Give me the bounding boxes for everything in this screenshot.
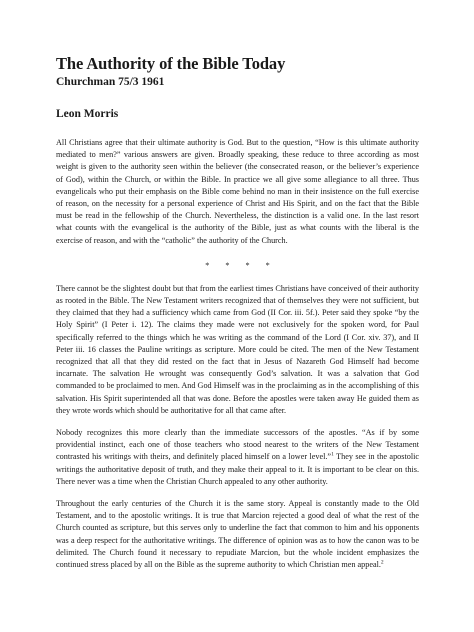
- section-separator: * * * *: [205, 260, 270, 270]
- document-author: Leon Morris: [56, 108, 119, 120]
- document-subtitle: Churchman 75/3 1961: [56, 76, 165, 88]
- footnote-ref-1[interactable]: 1: [331, 451, 334, 458]
- footnote-ref-2[interactable]: 2: [380, 559, 384, 566]
- paragraph-3-text-b: They see in the apostolic writings the authoritative deposit of truth, and they make their appeal to it. It is important to be clear on this. There never was a time when the Christian Church appealed to any other authority.: [56, 452, 419, 486]
- paragraph-3-text-a: Nobody recognizes this more clearly than the immediate successors of the apostles. “As if by some providential instinct, each one of those teachers who stood nearest to the writers of the New Testament contrasted his writings with theirs, and definitely placed himself on a lower level.”: [56, 428, 419, 462]
- document-title: The Authority of the Bible Today: [56, 54, 286, 73]
- paragraph-4: [56, 498, 419, 571]
- paragraph-4-text-a: Throughout the early centuries of the Church it is the same story. Appeal is constantly made to the Old Testament, and to the apostolic writings. It is true that Marcion rejected a good deal of what the rest of the Church counted as scripture, but this serves only to underline the fact that common to him and his opponents was a deep respect for the authoritative writings. The difference of opinion was as to how the canon was to be delimited. The Church found it necessary to repudiate Marcion, but the whole incident emphasizes the continued stress placed by all on the Bible as the supreme authority to which Christian men appeal.: [56, 499, 419, 570]
- paragraph-1: All Christians agree that their ultimate authority is God. But to the question, “How is this ultimate authority mediated to men?” various answers are given. Broadly speaking, these reduce to three according as most weight is given to the authority seen within the believer (the consecrated reason, or the believer’s experience of God), within the Church, or within the Bible. In practice we all give some allegiance to all three. Thus evangelicals who put their emphasis on the Bible come behind no man in their insistence on the full exercise of reason, on the necessity for a personal experience of Christ and His Spirit, and on the fact that the Bible must be read in the fellowship of the Church. Nevertheless, the distinction is a valid one. In the last resort what counts with the evangelical is the authority of the Bible, just as what counts with the liberal is the exercise of reason, and with the “catholic” the authority of the Church.: [56, 138, 419, 245]
- paragraph-3: [56, 427, 419, 488]
- paragraph-2: There cannot be the slightest doubt but that from the earliest times Christians have conceived of their authority as rooted in the Bible. The New Testament writers recognized that of themselves they were not sufficient, but they claimed that they had a sufficiency which came from God (II Cor. iii. 5f.). Peter said they spoke “by the Holy Spirit” (I Peter i. 12). The claims they made were not exclusively for the spoken word, for Paul specifically referred to the things which he was writing as the command of the Lord (I Cor. xiv. 37), and II Peter iii. 16 classes the Pauline writings as scripture. More could be cited. The men of the New Testament recognized that all that they did rested on the fact that in Jesus of Nazareth God Himself had become incarnate. The salvation He wrought was consequently God’s salvation. It was a salvation that God commanded to be proclaimed to men. And God Himself was in the proclaiming as in the accomplishing of this salvation. His Spirit superintended all that was done. Before the apostles were taken away He guided them as they wrote words which should be authoritative for all that came after.: [56, 283, 419, 415]
